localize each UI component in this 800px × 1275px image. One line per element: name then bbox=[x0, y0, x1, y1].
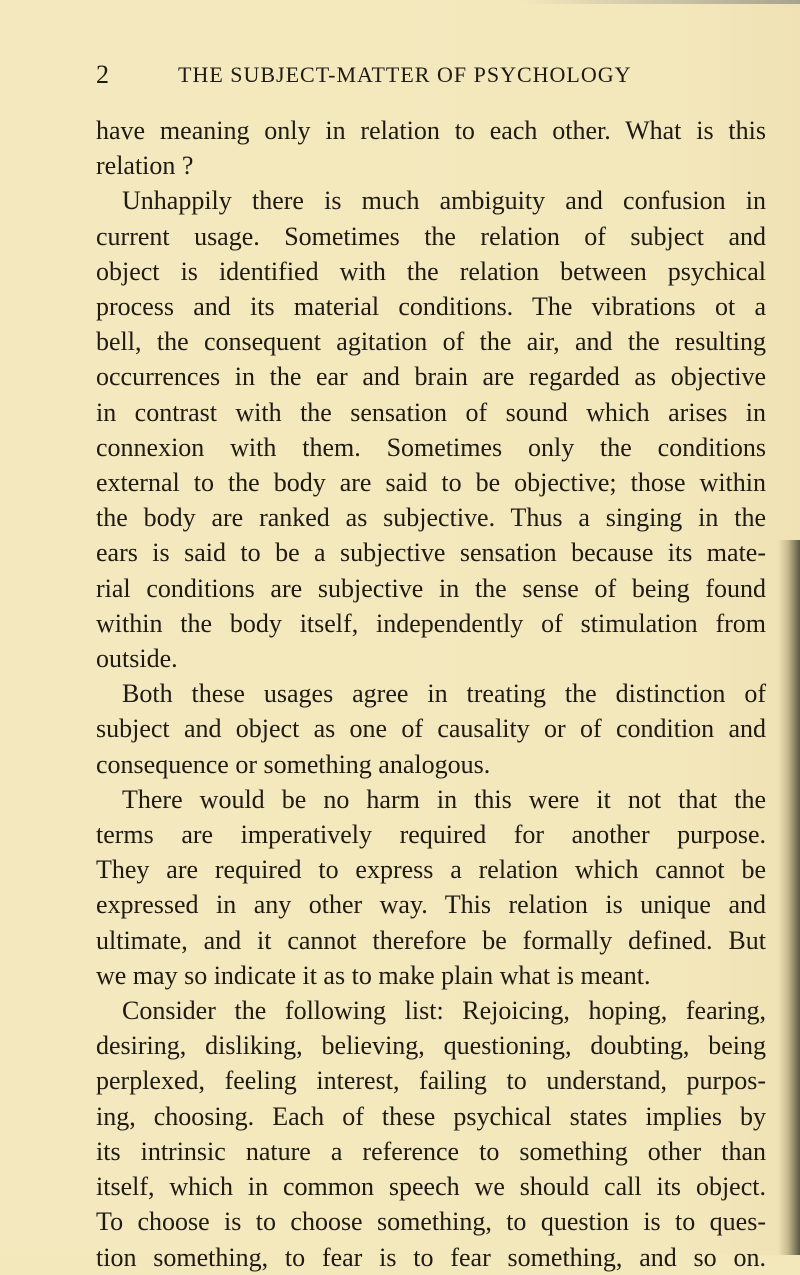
text-line: process and its material conditions. The vibrations ot a bbox=[96, 292, 766, 322]
text-line: To choose is to choose something, to question is to ques- bbox=[96, 1207, 766, 1237]
text-line: object is identified with the relation between psychical bbox=[96, 256, 766, 286]
text-line: we may so indicate it as to make plain what is meant. bbox=[96, 960, 651, 990]
text-line: its intrinsic nature a reference to something other than bbox=[96, 1136, 766, 1166]
text-line: Both these usages agree in treating the distinction of bbox=[122, 679, 766, 709]
text-line: consequence or something analogous. bbox=[96, 749, 491, 779]
text-line: terms are imperatively required for another purpose. bbox=[96, 820, 766, 850]
text-line: ears is said to be a subjective sensation because its mate- bbox=[96, 538, 766, 568]
text-line: rial conditions are subjective in the sense of being found bbox=[96, 573, 766, 603]
text-line: have meaning only in relation to each other. What is this bbox=[96, 116, 766, 145]
text-line: itself, which in common speech we should call its object. bbox=[96, 1172, 766, 1202]
text-line: current usage. Sometimes the relation of subject and bbox=[96, 221, 766, 251]
page-top-edge bbox=[520, 0, 800, 4]
text-line: in contrast with the sensation of sound which arises in bbox=[96, 397, 766, 427]
text-line: ing, choosing. Each of these psychical states implies by bbox=[96, 1101, 766, 1131]
page-header bbox=[0, 58, 800, 94]
text-line: expressed in any other way. This relation is unique and bbox=[96, 890, 766, 920]
text-line: occurrences in the ear and brain are regarded as objective bbox=[96, 362, 766, 392]
running-head: THE SUBJECT-MATTER OF PSYCHOLOGY bbox=[178, 62, 632, 87]
text-line: ultimate, and it cannot therefore be formally defined. But bbox=[96, 925, 766, 955]
body-text bbox=[96, 113, 766, 1275]
text-line: There would be no harm in this were it not that the bbox=[122, 784, 766, 814]
text-line: relation ? bbox=[96, 151, 194, 181]
text-line: subject and object as one of causality or of condition and bbox=[96, 714, 766, 744]
text-line: external to the body are said to be objective; those within bbox=[96, 468, 766, 498]
text-line: Consider the following list: Rejoicing, hoping, fearing, bbox=[122, 996, 766, 1026]
text-line: perplexed, feeling interest, failing to understand, purpos- bbox=[96, 1066, 766, 1096]
text-line: They are required to express a relation which cannot be bbox=[96, 855, 766, 885]
text-line: within the body itself, independently of stimulation from bbox=[96, 608, 766, 638]
page-right-edge-shadow bbox=[778, 540, 800, 1255]
text-line: desiring, disliking, believing, questioning, doubting, being bbox=[96, 1031, 766, 1061]
text-line: outside. bbox=[96, 644, 178, 674]
text-line: connexion with them. Sometimes only the conditions bbox=[96, 432, 766, 462]
page-number: 2 bbox=[96, 60, 109, 89]
text-line: bell, the consequent agitation of the air, and the resulting bbox=[96, 327, 766, 357]
text-line: tion something, to fear is to fear something, and so on. bbox=[96, 1242, 766, 1272]
text-line: the body are ranked as subjective. Thus a singing in the bbox=[96, 503, 766, 533]
text-line: Unhappily there is much ambiguity and confusion in bbox=[122, 186, 766, 216]
